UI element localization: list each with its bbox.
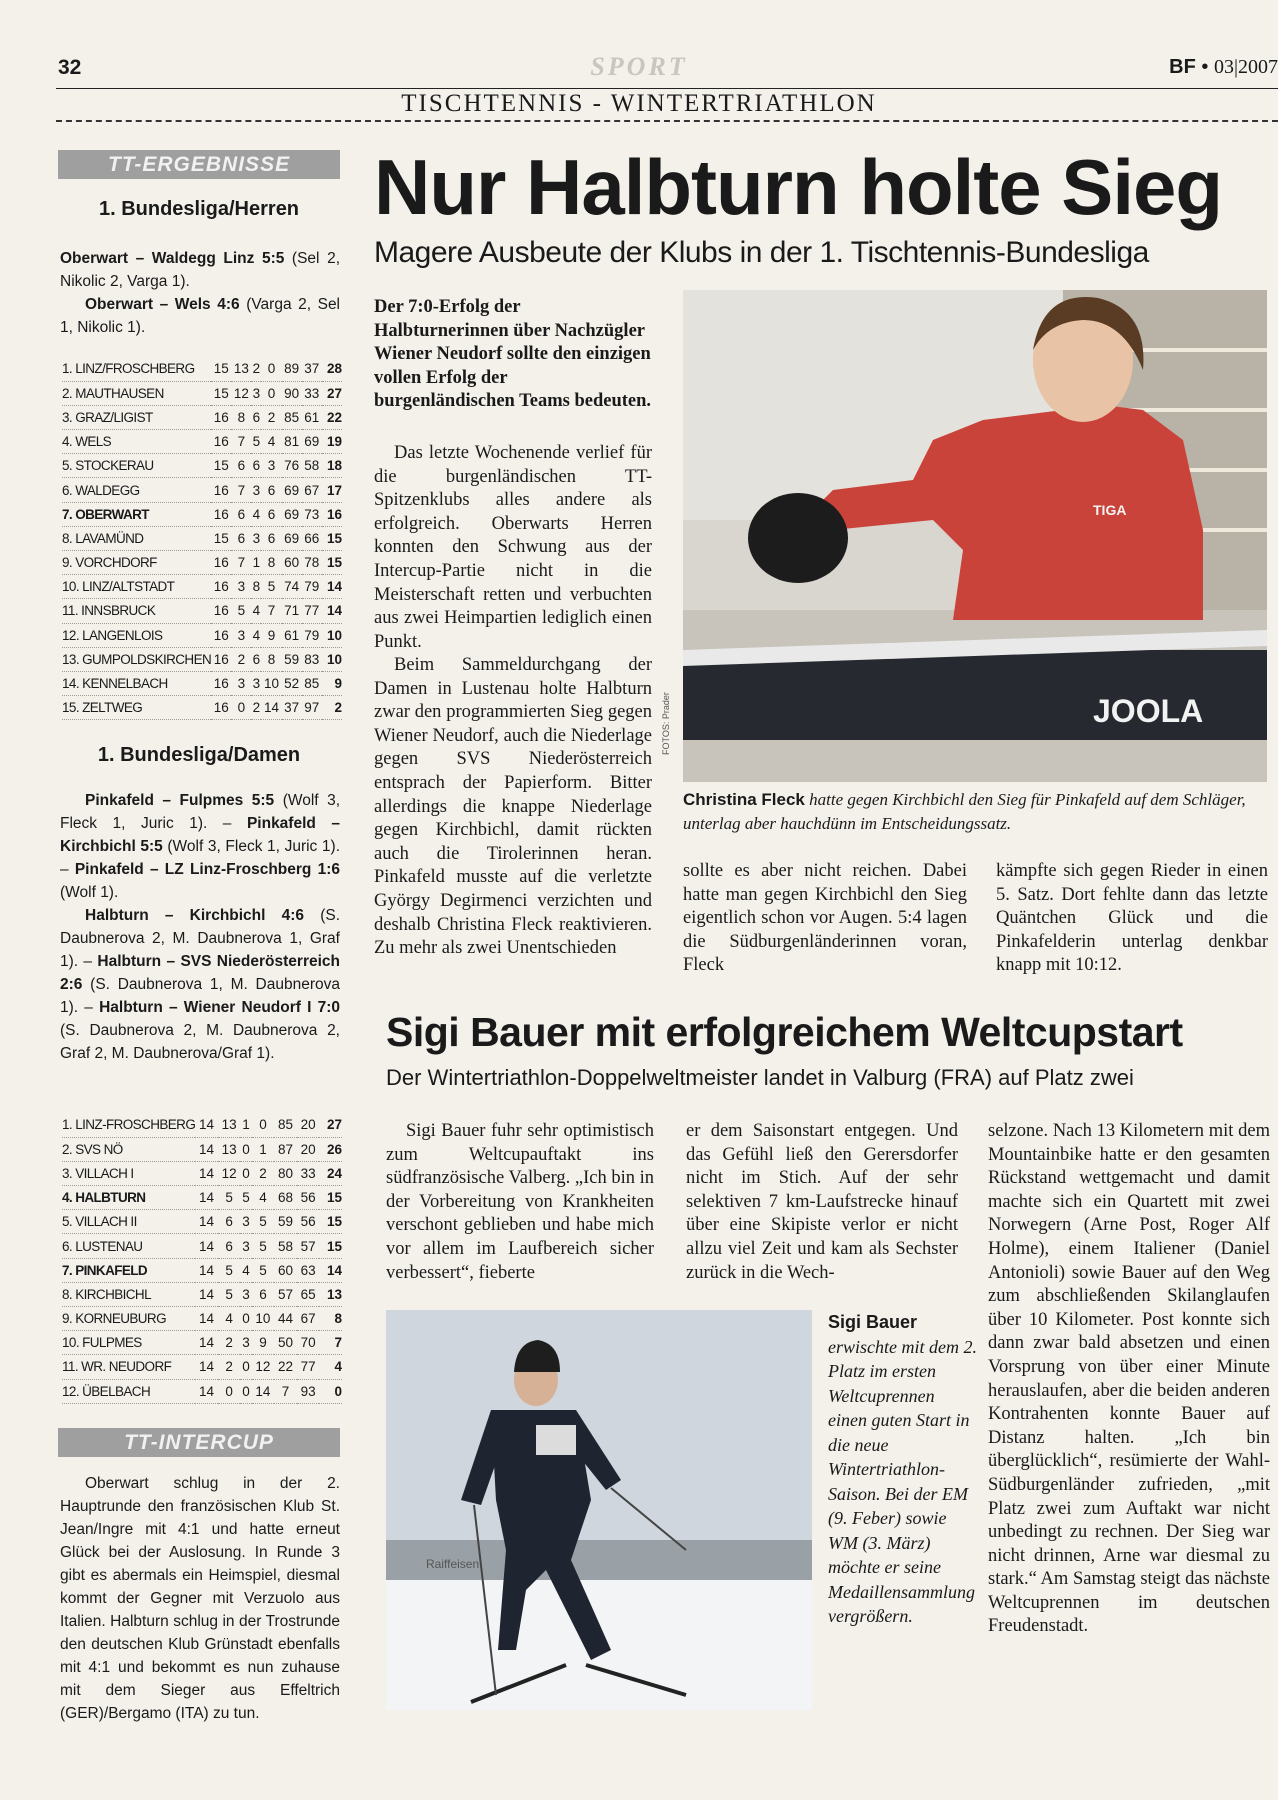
table-row: [62, 1113, 342, 1137]
stat-cell: 12: [252, 1355, 275, 1379]
table-row: [62, 647, 342, 671]
herren-standings-table: [62, 357, 342, 720]
points: 14: [322, 575, 342, 599]
stat-cell: 67: [297, 1307, 320, 1331]
stat-cell: 2: [218, 1331, 241, 1355]
stat-cell: 1: [240, 1113, 251, 1137]
stat-cell: 6: [231, 502, 251, 526]
points: 13: [319, 1282, 342, 1306]
stat-cell: 14: [195, 1113, 218, 1137]
stat-cell: 57: [297, 1234, 320, 1258]
points: 24: [319, 1161, 342, 1185]
points: 0: [319, 1379, 342, 1403]
points: 26: [319, 1137, 342, 1161]
stat-cell: 2: [261, 405, 281, 429]
stat-cell: 16: [211, 502, 231, 526]
stat-cell: 3: [251, 526, 261, 550]
stat-cell: 69: [302, 430, 322, 454]
stat-cell: 7: [231, 430, 251, 454]
stat-cell: 2: [251, 357, 261, 381]
stat-cell: 5: [218, 1258, 241, 1282]
stat-cell: 3: [231, 671, 251, 695]
team-name: 1. LINZ/FROSCHBERG: [62, 357, 211, 381]
team-name: 1. LINZ-FROSCHBERG: [62, 1113, 195, 1137]
stat-cell: 77: [302, 599, 322, 623]
shirt-logo-text: TIGA: [1093, 502, 1127, 518]
table-row: [62, 1282, 342, 1306]
stat-cell: 16: [211, 478, 231, 502]
stat-cell: 5: [240, 1186, 251, 1210]
team-name: 13. GUMPOLDSKIRCHEN: [62, 647, 211, 671]
stat-cell: 9: [261, 623, 281, 647]
table-row: [62, 551, 342, 575]
table-row: [62, 1355, 342, 1379]
points: 8: [319, 1307, 342, 1331]
photo-credit: FOTOS: Prader: [661, 692, 671, 755]
stat-cell: 5: [231, 599, 251, 623]
stat-cell: 89: [282, 357, 302, 381]
stat-cell: 14: [195, 1161, 218, 1185]
stat-cell: 0: [240, 1137, 251, 1161]
stat-cell: 60: [282, 551, 302, 575]
section-name: SPORT: [590, 52, 688, 81]
damen-standings-table: [62, 1113, 342, 1404]
stat-cell: 5: [218, 1282, 241, 1306]
table-row: [62, 1331, 342, 1355]
table-row: [62, 478, 342, 502]
stat-cell: 20: [297, 1137, 320, 1161]
stat-cell: 8: [231, 405, 251, 429]
table-row: [62, 575, 342, 599]
stat-cell: 3: [231, 575, 251, 599]
stat-cell: 56: [297, 1186, 320, 1210]
stat-cell: 16: [211, 696, 231, 720]
stat-cell: 0: [240, 1355, 251, 1379]
stat-cell: 3: [231, 623, 251, 647]
team-name: 8. LAVAMÜND: [62, 526, 211, 550]
team-name: 4. HALBTURN: [62, 1186, 195, 1210]
team-name: 7. PINKAFELD: [62, 1258, 195, 1282]
points: 27: [319, 1113, 342, 1137]
stat-cell: 61: [282, 623, 302, 647]
table-row: [62, 1234, 342, 1258]
stat-cell: 90: [282, 381, 302, 405]
dashed-rule: [56, 120, 1278, 122]
stat-cell: 14: [195, 1379, 218, 1403]
stat-cell: 0: [240, 1307, 251, 1331]
points: 14: [322, 599, 342, 623]
stat-cell: 16: [211, 551, 231, 575]
article2-col3: selzone. Nach 13 Kilometern mit dem Mountainbike hatte er den gesamten Rückstand wettgemacht und damit machte sich ein Quartett mit zwei Norwegern (Arne Post, Roger Alf Holme), einem Italiener (Daniel Antonioli) sowie Bauer auf den Weg zum abschließenden Skilanglaufen über 10 Kilometer. Post konnte sich dann zwar bald absetzen und einen Vorsprung von über einer Minute herauslaufen, aber die beiden anderen Kontrahenten konnte Bauer auf Distanz halten. „Ich bin überglücklich“, resümierte der Wahl-Südburgenländer zufrieden, „mit Platz zwei zum Auftakt war nicht unbedingt zu rechnen. Der Sieg war nicht drinnen, Arne war diesmal zu stark.“ Am Samstag steigt das nächste Weltcuprennen im deutschen Freudenstadt.: [988, 1121, 1270, 1637]
team-name: 10. FULPMES: [62, 1331, 195, 1355]
stat-cell: 5: [251, 430, 261, 454]
table-row: [62, 1379, 342, 1403]
stat-cell: 16: [211, 647, 231, 671]
stat-cell: 5: [252, 1258, 275, 1282]
stat-cell: 58: [274, 1234, 297, 1258]
points: 10: [322, 623, 342, 647]
stat-cell: 76: [282, 454, 302, 478]
stat-cell: 83: [302, 647, 322, 671]
stat-cell: 5: [252, 1210, 275, 1234]
team-name: 12. ÜBELBACH: [62, 1379, 195, 1403]
damen-results-pinkafeld: Pinkafeld – Fulpmes 5:5 (Wolf 3, Fleck 1, Juric 1). – Pinkafeld – Kirchbichl 5:5 (Wolf 3, Fleck 1, Juric 1). – Pinkafeld – LZ Linz-Froschberg 1:6 (Wolf 1).: [60, 792, 341, 901]
stat-cell: 33: [297, 1161, 320, 1185]
table-row: [62, 526, 342, 550]
stat-cell: 0: [252, 1113, 275, 1137]
stat-cell: 77: [297, 1355, 320, 1379]
stat-cell: 6: [261, 478, 281, 502]
team-name: 11. INNSBRUCK: [62, 599, 211, 623]
team-name: 5. STOCKERAU: [62, 454, 211, 478]
stat-cell: 87: [274, 1137, 297, 1161]
team-name: 3. VILLACH I: [62, 1161, 195, 1185]
topic-title: TISCHTENNIS - WINTERTRIATHLON: [401, 90, 877, 117]
stat-cell: 65: [297, 1282, 320, 1306]
stat-cell: 1: [252, 1137, 275, 1161]
stat-cell: 93: [297, 1379, 320, 1403]
stat-cell: 69: [282, 478, 302, 502]
points: 15: [319, 1234, 342, 1258]
team-name: 7. OBERWART: [62, 502, 211, 526]
points: 15: [322, 551, 342, 575]
stat-cell: 8: [251, 575, 261, 599]
stat-cell: 16: [211, 405, 231, 429]
table-row: [62, 502, 342, 526]
stat-cell: 13: [218, 1137, 241, 1161]
team-name: 4. WELS: [62, 430, 211, 454]
herren-title: 1. Bundesliga/Herren: [98, 198, 300, 220]
issue-number: 03|2007: [1213, 56, 1278, 78]
stat-cell: 7: [261, 599, 281, 623]
points: 19: [322, 430, 342, 454]
stat-cell: 12: [231, 381, 251, 405]
main-subheadline: Magere Ausbeute der Klubs in der 1. Tischtennis-Bundesliga: [374, 236, 1149, 269]
table-row: [62, 1137, 342, 1161]
points: 28: [322, 357, 342, 381]
stat-cell: 6: [261, 526, 281, 550]
stat-cell: 5: [261, 575, 281, 599]
stat-cell: 2: [231, 647, 251, 671]
stat-cell: 80: [274, 1161, 297, 1185]
table-row: [62, 1258, 342, 1282]
article1-col3: kämpfte sich gegen Rieder in einen 5. Satz. Dort fehlte dann das letzte Quäntchen Glück und die Pinkafelderin unterlag denkbar knapp mit 10:12.: [996, 861, 1268, 976]
damen-title: 1. Bundesliga/Damen: [97, 744, 301, 766]
points: 9: [322, 671, 342, 695]
stat-cell: 6: [251, 405, 261, 429]
stat-cell: 71: [282, 599, 302, 623]
stat-cell: 85: [282, 405, 302, 429]
stat-cell: 5: [218, 1186, 241, 1210]
stat-cell: 3: [251, 478, 261, 502]
team-name: 9. VORCHDORF: [62, 551, 211, 575]
stat-cell: 81: [282, 430, 302, 454]
stat-cell: 16: [211, 623, 231, 647]
stat-cell: 7: [231, 478, 251, 502]
stat-cell: 22: [274, 1355, 297, 1379]
team-name: 11. WR. NEUDORF: [62, 1355, 195, 1379]
stat-cell: 4: [251, 623, 261, 647]
stat-cell: 4: [252, 1186, 275, 1210]
table-row: [62, 1307, 342, 1331]
table-row: [62, 430, 342, 454]
stat-cell: 9: [252, 1331, 275, 1355]
page-number: 32: [58, 56, 82, 79]
stat-cell: 1: [251, 551, 261, 575]
stat-cell: 14: [195, 1307, 218, 1331]
stat-cell: 44: [274, 1307, 297, 1331]
publication-name: BF: [1169, 56, 1196, 78]
team-name: 14. KENNELBACH: [62, 671, 211, 695]
stat-cell: 3: [240, 1282, 251, 1306]
stat-cell: 14: [195, 1186, 218, 1210]
stat-cell: 3: [261, 454, 281, 478]
damen-results-halbturn: Halbturn – Kirchbichl 4:6 (S. Daubnerova 2, M. Daubnerova 1, Graf 1). – Halbturn – SVS Niederösterreich 2:6 (S. Daubnerova 1, M. Daubnerova 1). – Halbturn – Wiener Neudorf I 7:0 (S. Daubnerova 2, M. Daubnerova 2, Graf 2, M. Daubnerova/Graf 1).: [60, 907, 340, 1062]
stat-cell: 15: [211, 381, 231, 405]
stat-cell: 6: [251, 454, 261, 478]
stat-cell: 79: [302, 575, 322, 599]
herren-result-2: Oberwart – Wels 4:6 (Varga 2, Sel 1, Nikolic 1).: [60, 296, 341, 336]
stat-cell: 14: [252, 1379, 275, 1403]
results-banner: TT-ERGEBNISSE: [58, 150, 340, 179]
stat-cell: 0: [240, 1161, 251, 1185]
stat-cell: 2: [251, 696, 261, 720]
stat-cell: 79: [302, 623, 322, 647]
article1-caption: Christina Fleck hatte gegen Kirchbichl den Sieg für Pinkafeld auf dem Schläger, unterlag aber hauchdünn im Entscheidungssatz.: [683, 790, 1246, 833]
stat-cell: 73: [302, 502, 322, 526]
stat-cell: 13: [218, 1113, 241, 1137]
points: 27: [322, 381, 342, 405]
stat-cell: 50: [274, 1331, 297, 1355]
points: 16: [322, 502, 342, 526]
stat-cell: 67: [302, 478, 322, 502]
stat-cell: 3: [251, 381, 261, 405]
article2-col2: er dem Saisonstart entgegen. Und das Gefühl ließ den Gerersdorfer nicht im Stich. Auf der sehr selektiven 7 km-Laufstrecke hinauf über eine Skipiste verlor er nicht allzu viel Zeit und kam als Sechster zurück in die Wech-: [686, 1121, 958, 1283]
article2-col1: Sigi Bauer fuhr sehr optimistisch zum Weltcupauftakt ins südfranzösische Valberg. „Ich bin in der Vorbereitung von Krankheiten verschont geblieben und habe mich vor allem im Laufbereich sicher verbessert“, fieberte: [386, 1121, 655, 1283]
stat-cell: 6: [231, 526, 251, 550]
stat-cell: 4: [240, 1258, 251, 1282]
stat-cell: 10: [252, 1307, 275, 1331]
stat-cell: 15: [211, 454, 231, 478]
stat-cell: 2: [218, 1355, 241, 1379]
stat-cell: 78: [302, 551, 322, 575]
stat-cell: 61: [302, 405, 322, 429]
points: 15: [319, 1186, 342, 1210]
stat-cell: 66: [302, 526, 322, 550]
points: 18: [322, 454, 342, 478]
stat-cell: 12: [218, 1161, 241, 1185]
stat-cell: 85: [302, 671, 322, 695]
points: 10: [322, 647, 342, 671]
herren-result-1: Oberwart – Waldegg Linz 5:5 (Sel 2, Nikolic 2, Varga 1).: [60, 250, 340, 290]
stat-cell: 16: [211, 575, 231, 599]
team-name: 15. ZELTWEG: [62, 696, 211, 720]
stat-cell: 68: [274, 1186, 297, 1210]
skier-photo: [386, 1310, 812, 1710]
issue-label: [1169, 56, 1278, 79]
bullet: •: [1201, 56, 1209, 78]
stat-cell: 14: [195, 1282, 218, 1306]
stat-cell: 15: [211, 526, 231, 550]
stat-cell: 5: [252, 1234, 275, 1258]
article1-lead: Der 7:0-Erfolg der Halbturnerinnen über Nachzügler Wiener Neudorf sollte den einzigen vollen Erfolg der burgenländischen Teams bedeuten.: [374, 297, 652, 411]
stat-cell: 14: [195, 1355, 218, 1379]
stat-cell: 15: [211, 357, 231, 381]
stat-cell: 6: [251, 647, 261, 671]
stat-cell: 60: [274, 1258, 297, 1282]
table-row: [62, 623, 342, 647]
stat-cell: 4: [218, 1307, 241, 1331]
stat-cell: 6: [218, 1234, 241, 1258]
team-name: 2. SVS NÖ: [62, 1137, 195, 1161]
stat-cell: 14: [195, 1258, 218, 1282]
stat-cell: 57: [274, 1282, 297, 1306]
team-name: 9. KORNEUBURG: [62, 1307, 195, 1331]
stat-cell: 4: [251, 502, 261, 526]
team-name: 3. GRAZ/LIGIST: [62, 405, 211, 429]
article2-caption: Sigi Bauer erwischte mit dem 2. Platz im ersten Weltcuprennen einen guten Start in die neue Wintertriathlon-Saison. Bei der EM (9. Feber) sowie WM (3. März) möchte er seine Medaillensammlung vergrößern.: [828, 1312, 977, 1626]
stat-cell: 10: [261, 671, 281, 695]
stat-cell: 4: [261, 430, 281, 454]
stat-cell: 2: [252, 1161, 275, 1185]
stat-cell: 0: [231, 696, 251, 720]
points: 15: [319, 1210, 342, 1234]
stat-cell: 69: [282, 526, 302, 550]
team-name: 2. MAUTHAUSEN: [62, 381, 211, 405]
table-tennis-photo: [683, 290, 1267, 782]
team-name: 6. WALDEGG: [62, 478, 211, 502]
stat-cell: 14: [195, 1210, 218, 1234]
table-row: [62, 405, 342, 429]
stat-cell: 8: [261, 551, 281, 575]
stat-cell: 70: [297, 1331, 320, 1355]
team-name: 8. KIRCHBICHL: [62, 1282, 195, 1306]
stat-cell: 6: [261, 502, 281, 526]
stat-cell: 33: [302, 381, 322, 405]
article2-headline: Sigi Bauer mit erfolgreichem Weltcupstart: [386, 1009, 1183, 1055]
stat-cell: 14: [195, 1331, 218, 1355]
stat-cell: 3: [240, 1234, 251, 1258]
table-row: [62, 1186, 342, 1210]
main-headline: Nur Halbturn holte Sieg: [374, 143, 1223, 231]
table-row: [62, 671, 342, 695]
stat-cell: 0: [218, 1379, 241, 1403]
stat-cell: 7: [274, 1379, 297, 1403]
article1-col2: sollte es aber nicht reichen. Dabei hatte man gegen Kirchbichl den Sieg eigentlich schon vor Augen. 5:4 lagen die Südburgenländerinnen voran, Fleck: [683, 861, 967, 976]
article1-para2: Beim Sammeldurchgang der Damen in Lustenau holte Halbturn zwar den programmierten Sieg gegen Wiener Neudorf, auch die Niederlage gegen SVS Niederösterreich entsprach der Papierform. Bitter allerdings die knappe Niederlage gegen Kirchbichl, damit rückten auch die Tirolerinnen heran. Pinkafeld musste auf die verletzte György Degirmenci verzichten und deshalb Christina Fleck reaktivieren. Zu mehr als zwei Unentschieden: [374, 655, 652, 959]
joola-logo-text: JOOLA: [1093, 693, 1204, 729]
table-row: [62, 357, 342, 381]
article1-para1: Das letzte Wochenende verlief für die burgenländischen TT-Spitzenklubs alles andere als erfolgreich. Oberwarts Herren konnten den Schwung aus der Intercup-Partie nicht in die Meisterschaft retten und verbuchten aus zwei Heimpartien lediglich einen Punkt.: [374, 443, 652, 652]
stat-cell: 97: [302, 696, 322, 720]
stat-cell: 59: [282, 647, 302, 671]
stat-cell: 3: [240, 1210, 251, 1234]
team-name: 10. LINZ/ALTSTADT: [62, 575, 211, 599]
intercup-text: Oberwart schlug in der 2. Hauptrunde den französischen Klub St. Jean/Ingre mit 4:1 und hatte erneut Glück bei der Auslosung. In Runde 3 gibt es abermals ein Heimspiel, diesmal kommt der Gegner mit Verzuolo aus Italien. Halbturn schlug in der Trostrunde den deutschen Klub Grünstadt ebenfalls mit 4:1 und bekommt es nun zuhause mit dem Sieger aus Effeltrich (GER)/Bergamo (ITA) zu tun.: [60, 1475, 340, 1722]
sign-text: Raiffeisen: [426, 1557, 480, 1571]
stat-cell: 6: [218, 1210, 241, 1234]
stat-cell: 14: [195, 1234, 218, 1258]
stat-cell: 6: [231, 454, 251, 478]
team-name: 6. LUSTENAU: [62, 1234, 195, 1258]
stat-cell: 37: [282, 696, 302, 720]
table-row: [62, 1210, 342, 1234]
stat-cell: 63: [297, 1258, 320, 1282]
stat-cell: 3: [251, 671, 261, 695]
stat-cell: 14: [195, 1137, 218, 1161]
stat-cell: 3: [240, 1331, 251, 1355]
points: 7: [319, 1331, 342, 1355]
stat-cell: 52: [282, 671, 302, 695]
stat-cell: 0: [240, 1379, 251, 1403]
points: 14: [319, 1258, 342, 1282]
stat-cell: 56: [297, 1210, 320, 1234]
stat-cell: 37: [302, 357, 322, 381]
table-row: [62, 599, 342, 623]
stat-cell: 13: [231, 357, 251, 381]
stat-cell: 58: [302, 454, 322, 478]
team-name: 12. LANGENLOIS: [62, 623, 211, 647]
article2-subheadline: Der Wintertriathlon-Doppelweltmeister landet in Valburg (FRA) auf Platz zwei: [386, 1065, 1134, 1090]
table-row: [62, 696, 342, 720]
table-row: [62, 1161, 342, 1185]
stat-cell: 16: [211, 599, 231, 623]
stat-cell: 8: [261, 647, 281, 671]
team-name: 5. VILLACH II: [62, 1210, 195, 1234]
intercup-banner: TT-INTERCUP: [58, 1428, 340, 1457]
table-row: [62, 381, 342, 405]
points: 4: [319, 1355, 342, 1379]
points: 15: [322, 526, 342, 550]
header-rule: [56, 88, 1278, 89]
stat-cell: 16: [211, 430, 231, 454]
stat-cell: 6: [252, 1282, 275, 1306]
stat-cell: 74: [282, 575, 302, 599]
points: 2: [322, 696, 342, 720]
stat-cell: 4: [251, 599, 261, 623]
table-row: [62, 454, 342, 478]
stat-cell: 85: [274, 1113, 297, 1137]
points: 17: [322, 478, 342, 502]
stat-cell: 69: [282, 502, 302, 526]
stat-cell: 20: [297, 1113, 320, 1137]
stat-cell: 7: [231, 551, 251, 575]
stat-cell: 0: [261, 381, 281, 405]
stat-cell: 0: [261, 357, 281, 381]
stat-cell: 59: [274, 1210, 297, 1234]
stat-cell: 14: [261, 696, 281, 720]
points: 22: [322, 405, 342, 429]
stat-cell: 16: [211, 671, 231, 695]
